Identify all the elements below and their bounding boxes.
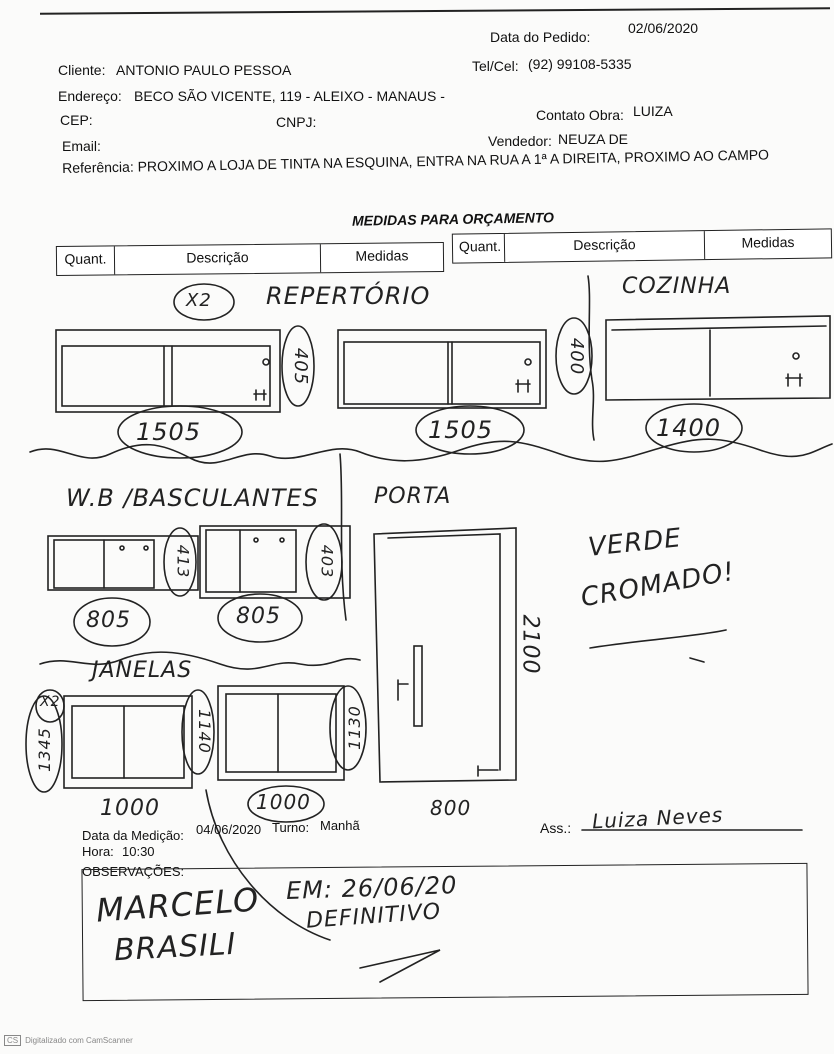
- order-date-label: Data do Pedido:: [490, 29, 591, 45]
- col-quant: Quant.: [453, 234, 505, 263]
- camscanner-logo: CS: [4, 1035, 21, 1046]
- dim-1140: 1140: [194, 709, 214, 754]
- phone-value: (92) 99108-5335: [528, 56, 632, 72]
- label-cozinha: COZINHA: [622, 274, 732, 299]
- email-label: Email:: [62, 138, 101, 154]
- measure-date-value: 04/06/2020: [196, 822, 262, 837]
- label-porta: PORTA: [374, 484, 452, 509]
- col-descricao: Descrição: [115, 244, 321, 274]
- section-title: MEDIDAS PARA ORÇAMENTO: [351, 209, 555, 229]
- time-label: Hora:: [82, 844, 114, 859]
- dim-1505-a: 1505: [136, 418, 202, 446]
- door-outline: [374, 528, 516, 782]
- address-value: BECO SÃO VICENTE, 119 - ALEIXO - MANAUS -: [134, 88, 445, 104]
- label-repertorio: REPERTÓRIO: [266, 282, 431, 310]
- obs-line-2: BRASILI: [113, 926, 238, 969]
- dim-403: 403: [317, 544, 337, 579]
- wavy-divider-2: [40, 652, 360, 669]
- underline-cromado: [590, 630, 726, 648]
- dim-1000-a: 1000: [100, 796, 160, 821]
- contact-value: LUIZA: [633, 103, 673, 119]
- dim-1345: 1345: [34, 727, 54, 772]
- dim-1505-b: 1505: [428, 416, 494, 444]
- dim-400: 400: [566, 337, 588, 376]
- label-x2b: X2: [40, 694, 61, 710]
- window-1-outline: [64, 696, 192, 788]
- cep-label: CEP:: [60, 112, 93, 128]
- dim-2100: 2100: [517, 614, 543, 675]
- cabinet-1-outline: [56, 330, 280, 412]
- scanner-text: Digitalizado com CamScanner: [25, 1036, 133, 1045]
- shift-label: Turno:: [272, 820, 310, 835]
- dim-805-a: 805: [86, 608, 131, 633]
- vertical-divider-2: [340, 454, 346, 620]
- col-medidas: Medidas: [355, 247, 409, 264]
- cabinet-3-outline: [606, 316, 830, 400]
- obs-line-4: DEFINITIVO: [305, 899, 442, 934]
- vertical-divider: [588, 276, 594, 440]
- dim-805-b: 805: [236, 604, 281, 629]
- col-medidas: Medidas: [741, 233, 795, 251]
- window-2-outline: [218, 686, 344, 780]
- time-value: 10:30: [122, 844, 155, 859]
- order-date-value: 02/06/2020: [628, 20, 699, 36]
- contact-label: Contato Obra:: [536, 107, 624, 123]
- obs-line-3: EM: 26/06/20: [285, 871, 458, 905]
- measure-date-label: Data da Medição:: [82, 828, 184, 843]
- col-descricao: Descrição: [505, 231, 705, 262]
- label-x2: X2: [186, 290, 212, 311]
- col-quant: Quant.: [57, 246, 115, 275]
- shift-value: Manhã: [320, 818, 360, 833]
- signature-value: Luiza Neves: [591, 802, 724, 834]
- dim-800: 800: [430, 796, 472, 820]
- cabinet-2-outline: [338, 330, 546, 408]
- scanner-footer: [4, 1035, 133, 1046]
- dim-413: 413: [173, 544, 193, 579]
- signature-label: Ass.:: [540, 820, 572, 836]
- client-label: Cliente:: [58, 62, 106, 78]
- phone-label: Tel/Cel:: [472, 58, 519, 74]
- dim-1130: 1130: [344, 705, 364, 750]
- address-label: Endereço:: [58, 88, 122, 104]
- label-wc-basculantes: W.B /BASCULANTES: [66, 484, 319, 512]
- reference-label: Referência:: [62, 158, 134, 176]
- observations-label: OBSERVAÇÕES:: [82, 864, 185, 879]
- client-value: ANTONIO PAULO PESSOA: [116, 62, 292, 78]
- label-janelas: JANELAS: [92, 658, 193, 683]
- reference-value: PROXIMO A LOJA DE TINTA NA ESQUINA, ENTRA NA RUA A 1ª A DIREITA, PROXIMO AO CAMPO: [137, 146, 770, 175]
- obs-line-1: MARCELO: [94, 880, 261, 930]
- label-cromado: CROMADO!: [578, 556, 738, 614]
- label-verde: VERDE: [586, 523, 684, 563]
- dim-405: 405: [290, 347, 312, 386]
- seller-label: Vendedor:: [488, 133, 552, 149]
- dash-cromado: [690, 658, 704, 662]
- cnpj-label: CNPJ:: [276, 114, 317, 130]
- seller-value: NEUZA DE: [558, 131, 629, 147]
- dim-1000-b: 1000: [256, 790, 311, 814]
- dim-1400: 1400: [656, 414, 722, 442]
